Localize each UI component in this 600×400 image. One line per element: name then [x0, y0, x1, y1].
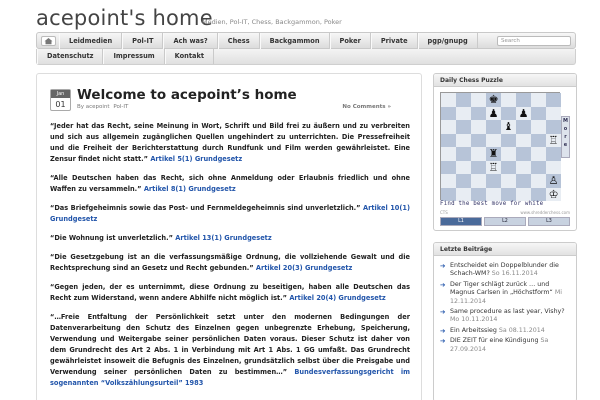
nav-item-private[interactable]: Private [371, 33, 418, 49]
nav-items-row1 [59, 33, 478, 49]
chess-square[interactable]: ♟ [486, 107, 501, 121]
chess-square[interactable] [501, 93, 516, 107]
chess-square[interactable]: ♔ [546, 188, 561, 202]
chess-square[interactable] [486, 174, 501, 188]
nav-items-row2 [37, 49, 214, 64]
quote-text: “…Freie Entfaltung der Persönlichkeit setzt unter den modernen Bedingungen der Datenverarbeitung den Schutz des Einzelnen gegen unbegrenzte Erhebung, Speicherung, Verwendung und Weitergabe seiner persönlichen Daten voraus. Dieser Schutz ist daher von dem Grundrecht des Art 2 Abs. 1 in Verbindung mit Art 1 Abs. 1 GG umfaßt. Das Grundrecht gewährleistet insoweit die Befugnis des Einzelnen, grundsätzlich selbst über die Preisgabe und Verwendung seiner persönlichen Daten zu bestimmen…” [50, 313, 410, 376]
arrow-icon: ➔ [440, 280, 446, 289]
list-item[interactable] [440, 327, 570, 335]
chess-square[interactable] [486, 188, 501, 202]
post-paragraph [50, 233, 410, 244]
chess-square[interactable] [531, 120, 546, 134]
quote-text: “Gegen jeden, der es unternimmt, diese Ordnung zu beseitigen, haben alle Deutschen das Recht zum Widerstand, wenn andere Abhilfe nicht möglich ist.” [50, 283, 410, 302]
chess-square[interactable] [516, 174, 531, 188]
post-paragraph [50, 173, 410, 195]
chess-puzzle-body [434, 87, 576, 229]
chess-square[interactable] [546, 93, 561, 107]
recent-posts-widget [433, 242, 577, 400]
chess-square[interactable]: ♙ [546, 174, 561, 188]
chess-square[interactable] [531, 188, 546, 202]
recent-posts-list [434, 256, 576, 354]
chess-square[interactable] [441, 120, 456, 134]
chess-square[interactable] [441, 161, 456, 175]
chess-square[interactable] [516, 147, 531, 161]
chess-credit-left: CTS [440, 210, 448, 215]
post-paragraph [50, 312, 410, 389]
arrow-icon: ➔ [440, 308, 446, 317]
post-paragraph [50, 282, 410, 304]
recent-post-date: Mi 12.11.2014 [450, 289, 563, 305]
chess-square[interactable]: ♖ [546, 134, 561, 148]
arrow-icon: ➔ [440, 326, 446, 335]
article-link[interactable]: Artikel 13(1) Grundgesetz [175, 234, 272, 242]
list-item[interactable] [440, 262, 570, 279]
chess-tab-l3[interactable]: L3 [528, 217, 570, 226]
chess-square[interactable] [471, 161, 486, 175]
chess-square[interactable] [501, 107, 516, 121]
article-link[interactable]: Artikel 20(4) Grundgesetz [289, 294, 386, 302]
arrow-icon: ➔ [440, 337, 446, 346]
chess-square[interactable]: ♜ [486, 147, 501, 161]
chess-square[interactable] [501, 147, 516, 161]
chess-square[interactable] [456, 188, 471, 202]
chess-square[interactable]: ♖ [486, 161, 501, 175]
quote-text: “Alle Deutschen haben das Recht, sich ohne Anmeldung oder Erlaubnis friedlich und ohne Waffen zu versammeln.” [50, 174, 410, 193]
chess-square[interactable] [546, 120, 561, 134]
chess-square[interactable] [471, 134, 486, 148]
post-byline[interactable]: By acepoint [77, 104, 110, 110]
chess-square[interactable] [516, 134, 531, 148]
nav-item-datenschutz[interactable]: Datenschutz [37, 49, 103, 64]
chess-level-tabs [440, 217, 570, 226]
chess-square[interactable] [516, 161, 531, 175]
recent-post-title[interactable]: Der Tiger schlägt zurück … und Magnus Carlsen in „Höchstform“ [450, 280, 553, 297]
article-link[interactable]: Bundesverfassungsgericht im sogenannten “Volkszählungsurteil” 1983 [50, 368, 411, 387]
date-month: Jan [51, 90, 70, 98]
chess-square[interactable] [486, 120, 501, 134]
chess-square[interactable] [456, 161, 471, 175]
chess-square[interactable] [456, 134, 471, 148]
chess-square[interactable]: ♝ [501, 120, 516, 134]
nav-item-pol-it[interactable]: Pol-IT [122, 33, 163, 49]
quote-text: “Jeder hat das Recht, seine Meinung in Wort, Schrift und Bild frei zu äußern und zu verbreiten und sich aus allgemein zugänglichen Quellen ungehindert zu unterrichten. Die Pressefreiheit und die Freiheit der Berichterstattung durch Rundfunk und Film werden gewährleistet. Eine Zensur findet nicht statt.” [50, 122, 410, 163]
more-button[interactable] [561, 116, 570, 158]
chess-board[interactable] [440, 92, 560, 200]
post-title[interactable]: Welcome to acepoint’s home [77, 87, 297, 103]
search-input[interactable]: Search [497, 36, 571, 46]
recent-post-date: So 16.11.2014 [491, 270, 538, 278]
chess-square[interactable] [501, 174, 516, 188]
chess-square[interactable] [441, 147, 456, 161]
chess-square[interactable] [546, 107, 561, 121]
chess-square[interactable] [546, 161, 561, 175]
main-nav [36, 32, 576, 49]
site-header [36, 6, 576, 32]
chess-square[interactable] [531, 107, 546, 121]
post-body [50, 121, 410, 397]
post-meta [77, 104, 128, 110]
chess-square[interactable] [531, 93, 546, 107]
chess-square[interactable] [471, 107, 486, 121]
nav-item-pgp-gnupg[interactable]: pgp/gnupg [418, 33, 478, 49]
post-paragraph [50, 252, 410, 274]
list-item[interactable] [440, 308, 570, 325]
recent-post-title[interactable]: Entscheidet ein Doppelblunder die Schach-WM? [450, 262, 559, 278]
chess-square[interactable] [486, 134, 501, 148]
nav-item-ach-was[interactable]: Ach was? [163, 33, 217, 49]
nav-item-kontakt[interactable]: Kontakt [165, 49, 214, 64]
chess-square[interactable] [531, 134, 546, 148]
chess-square[interactable] [501, 134, 516, 148]
chess-square[interactable] [531, 174, 546, 188]
chess-square[interactable] [471, 188, 486, 202]
home-icon[interactable] [41, 36, 56, 46]
more-button-letter: M [563, 118, 568, 124]
article-link[interactable]: Artikel 5(1) Grundgesetz [150, 155, 243, 163]
recent-post-title[interactable]: DIE ZEIT für eine Kündigung [450, 337, 539, 345]
chess-credit-right[interactable]: www.shredderchess.com [520, 210, 570, 215]
more-button-letter: e [563, 142, 568, 148]
recent-post-title[interactable]: Ein Arbeitssieg [450, 326, 497, 334]
chess-square[interactable] [516, 93, 531, 107]
nav-item-leidmedien[interactable]: Leidmedien [59, 33, 122, 49]
post-comments-link[interactable]: No Comments » [342, 104, 391, 110]
nav-item-backgammon[interactable]: Backgammon [260, 33, 330, 49]
recent-posts-heading: Letzte Beiträge [434, 243, 576, 256]
chess-credit [440, 210, 570, 215]
chess-square[interactable] [546, 147, 561, 161]
chess-square[interactable] [441, 134, 456, 148]
post-category[interactable]: Pol-IT [113, 104, 129, 110]
chess-square[interactable] [471, 120, 486, 134]
chess-square[interactable] [441, 107, 456, 121]
post-paragraph [50, 121, 410, 165]
site-title[interactable]: acepoint's home [36, 6, 213, 30]
main-content [36, 73, 422, 400]
chess-square[interactable] [441, 174, 456, 188]
nav-item-impressum[interactable]: Impressum [103, 49, 164, 64]
more-button-letter: r [564, 134, 567, 140]
more-button-letter: o [563, 126, 568, 132]
quote-text: “Die Gesetzgebung ist an die verfassungsmäßige Ordnung, die vollziehende Gewalt und die Rechtsprechung sind an Gesetz und Recht gebunden.” [50, 253, 410, 272]
list-item[interactable] [440, 281, 570, 306]
chess-square[interactable] [516, 188, 531, 202]
chess-tab-l1[interactable]: L1 [440, 217, 482, 226]
chess-caption: Find the best move for white [440, 201, 544, 207]
site-tagline: Medien, Pol-IT, Chess, Backgammon, Poker [202, 18, 342, 26]
article-link[interactable]: Artikel 20(3) Grundgesetz [255, 264, 353, 272]
date-day: 01 [55, 100, 66, 109]
chess-puzzle-widget [433, 73, 577, 231]
arrow-icon: ➔ [440, 262, 446, 270]
date-badge [50, 89, 71, 111]
list-item[interactable] [440, 337, 570, 354]
recent-post-date: Mo 10.11.2014 [450, 316, 498, 324]
chess-square[interactable] [456, 147, 471, 161]
chess-square[interactable] [441, 188, 456, 202]
quote-text: “Das Briefgeheimnis sowie das Post- und Fernmeldegeheimnis sind unverletzlich.” [50, 204, 361, 212]
recent-post-title[interactable]: Same procedure as last year, Vishy? [450, 308, 565, 316]
chess-tab-l2[interactable]: L2 [484, 217, 526, 226]
chess-square[interactable] [456, 93, 471, 107]
nav-item-poker[interactable]: Poker [330, 33, 371, 49]
chess-square[interactable]: ♟ [516, 107, 531, 121]
chess-puzzle-heading: Daily Chess Puzzle [434, 74, 576, 87]
chess-square[interactable] [531, 147, 546, 161]
recent-post-date: Sa 08.11.2014 [498, 326, 545, 334]
chess-square[interactable]: ♚ [486, 93, 501, 107]
chess-square[interactable] [501, 188, 516, 202]
secondary-nav [36, 49, 576, 65]
chess-square[interactable] [456, 120, 471, 134]
chess-square[interactable] [456, 174, 471, 188]
post-paragraph [50, 203, 410, 225]
chess-square[interactable] [456, 107, 471, 121]
recent-post-date: Sa 27.09.2014 [450, 337, 549, 353]
chess-square[interactable] [516, 120, 531, 134]
article-link[interactable]: Artikel 10(1) Grundgesetz [50, 204, 411, 223]
chess-square[interactable] [441, 93, 456, 107]
quote-text: “Die Wohnung ist unverletzlich.” [50, 234, 173, 242]
chess-square[interactable] [531, 161, 546, 175]
chess-square[interactable] [471, 174, 486, 188]
nav-item-chess[interactable]: Chess [218, 33, 260, 49]
chess-square[interactable] [501, 161, 516, 175]
chess-square[interactable] [471, 147, 486, 161]
chess-square[interactable] [471, 93, 486, 107]
article-link[interactable]: Artikel 8(1) Grundgesetz [143, 185, 236, 193]
